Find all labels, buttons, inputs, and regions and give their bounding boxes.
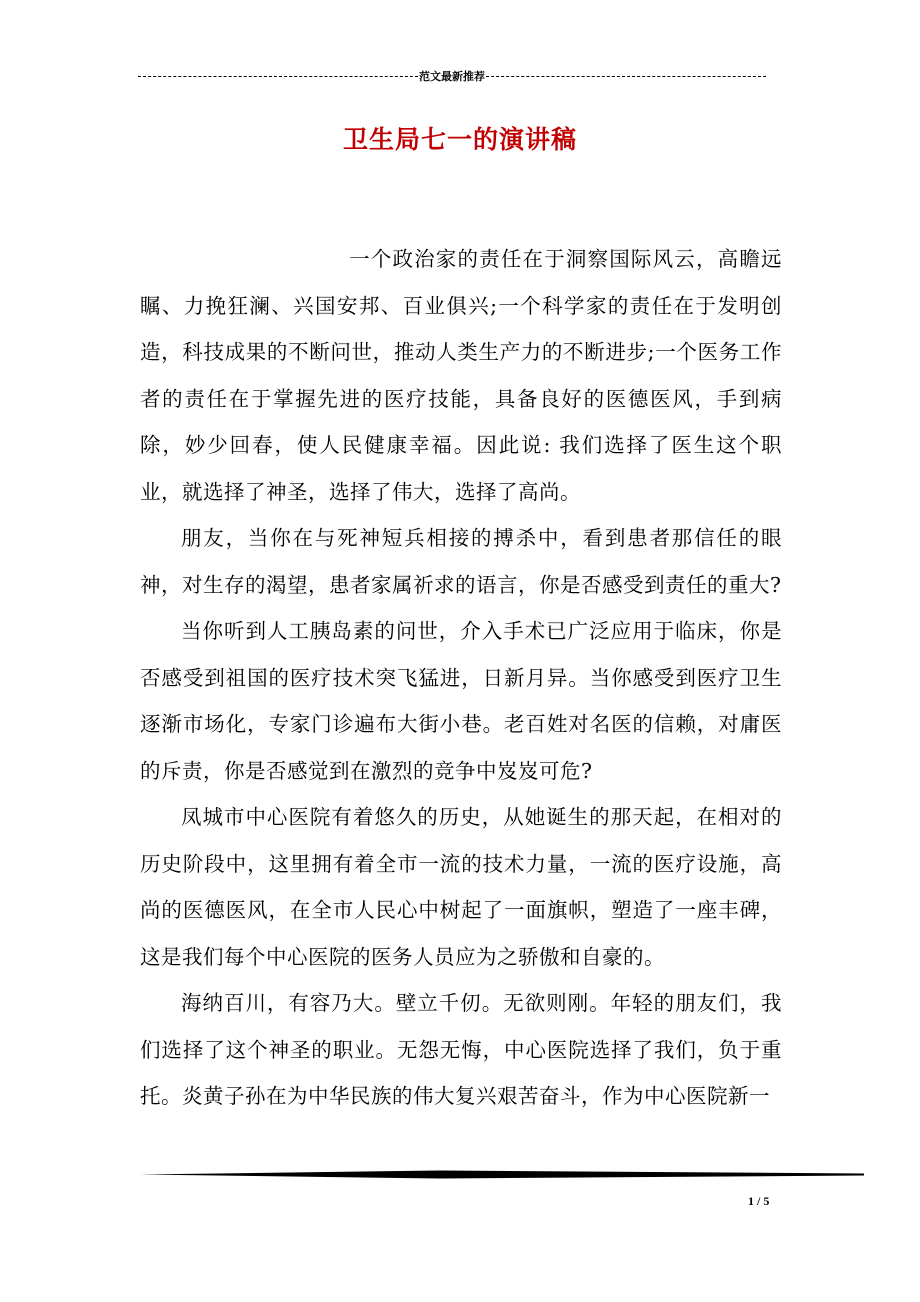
document-body [140,236,782,1120]
header-dash-right [486,76,766,77]
paragraph-3: 当你听到人工胰岛素的问世，介入手术已广泛应用于临床，你是否感受到祖国的医疗技术突飞猛进，日新月异。当你感受到医疗卫生逐渐市场化，专家门诊遍布大街小巷。老百姓对名医的信赖，对庸医的斥责，你是否感觉到在激烈的竞争中岌岌可危? [140,619,782,783]
paragraph-5: 海纳百川，有容乃大。壁立千仞。无欲则刚。年轻的朋友们，我们选择了这个神圣的职业。无怨无悔，中心医院选择了我们，负于重托。炎黄子孙在为中华民族的伟大复兴艰苦奋斗，作为中心医院新一 [140,991,782,1108]
header-label: 范文最新推荐 [419,70,485,83]
header-dash-left [138,76,418,77]
footer-rule [140,1170,864,1179]
paragraph-4: 凤城市中心医院有着悠久的历史，从她诞生的那天起，在相对的历史阶段中，这里拥有着全市一流的技术力量，一流的医疗设施，高尚的医德医风，在全市人民心中树起了一面旗帜，塑造了一座丰碑，这是我们每个中心医院的医务人员应为之骄傲和自豪的。 [140,805,782,969]
page-number: 1 / 5 [748,1194,770,1208]
page-header [138,68,766,84]
document-title: 卫生局七一的演讲稿 [342,125,577,154]
paragraph-2: 朋友，当你在与死神短兵相接的搏杀中，看到患者那信任的眼神，对生存的渴望，患者家属祈求的语言，你是否感受到责任的重大? [140,526,782,597]
paragraph-1: 一个政治家的责任在于洞察国际风云，高瞻远瞩、力挽狂澜、兴国安邦、百业俱兴;一个科学家的责任在于发明创造，科技成果的不断问世，推动人类生产力的不断进步;一个医务工作者的责任在于掌握先进的医疗技能，具备良好的医德医风，手到病除，妙少回春，使人民健康幸福。因此说: 我们选择了医生这个职业，就选择了神圣，选择了伟大，选择了高尚。 [140,247,782,504]
